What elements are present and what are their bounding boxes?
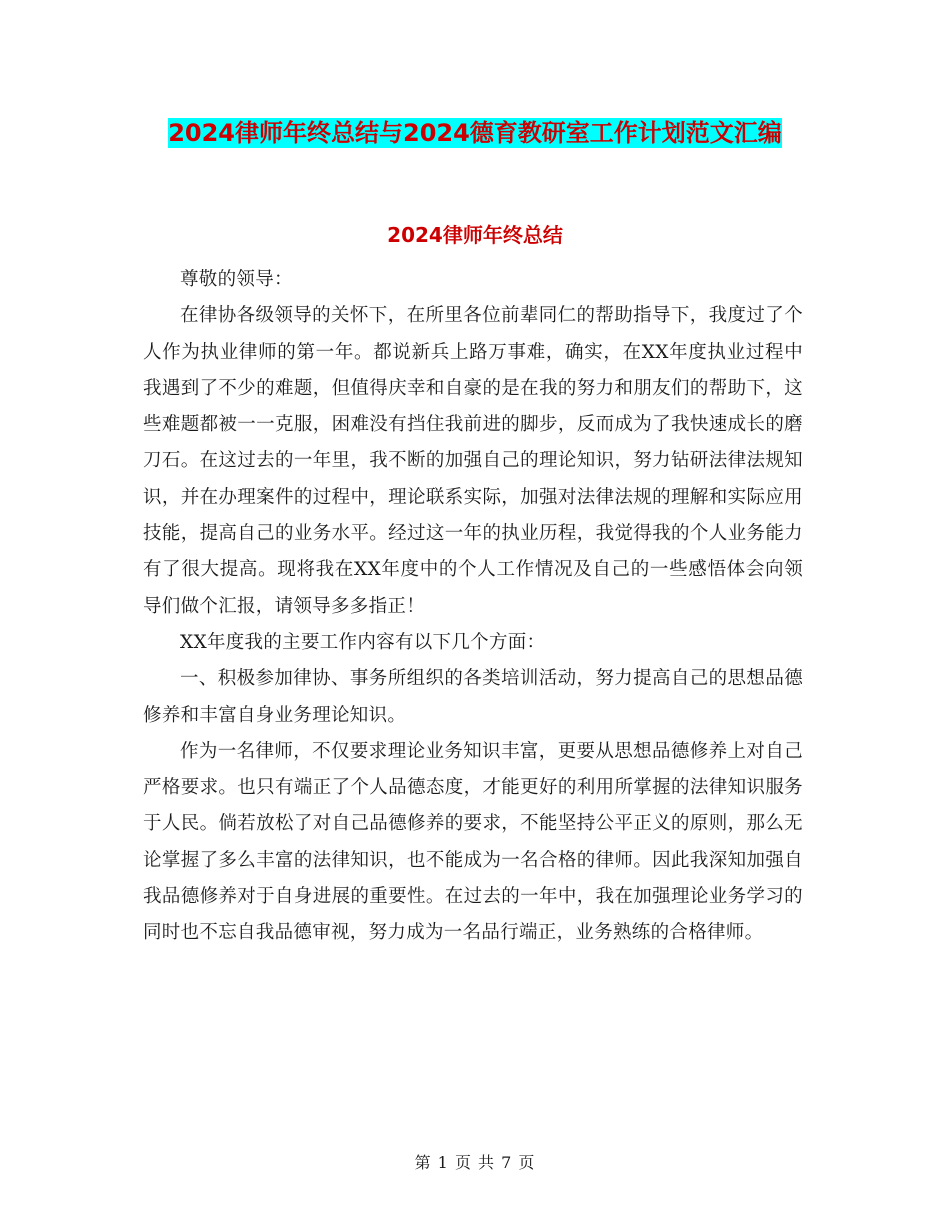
body-paragraph: 在律协各级领导的关怀下，在所里各位前辈同仁的帮助指导下，我度过了个人作为执业律师的第一年。都说新兵上路万事难，确实，在XX年度执业过程中我遇到了不少的难题，但值得庆幸和自豪的是在我的努力和朋友们的帮助下，这些难题都被一一克服，困难没有挡住我前进的脚步，反而成为了我快速成长的磨刀石。在这过去的一年里，我不断的加强自己的理论知识，努力钻研法律法规知识，并在办理案件的过程中，理论联系实际，加强对法律法规的理解和实际应用技能，提高自己的业务水平。经过这一年的执业历程，我觉得我的个人业务能力有了很大提高。现将我在XX年度中的个人工作情况及自己的一些感悟体会向领导们做个汇报，请领导多多指正！: [143, 305, 803, 617]
section-title: 2024律师年终总结: [387, 223, 563, 247]
document-body: [143, 262, 803, 952]
body-paragraph: XX年度我的主要工作内容有以下几个方面：: [180, 631, 546, 653]
salutation-paragraph: 尊敬的领导：: [180, 269, 293, 290]
page-footer: 第 1 页 共 7 页: [414, 1153, 536, 1172]
body-paragraph: 一、积极参加律协、事务所组织的各类培训活动，努力提高自己的思想品德修养和丰富自身业务理论知识。: [143, 668, 803, 726]
body-paragraph: 作为一名律师，不仅要求理论业务知识丰富，更要从思想品德修养上对自己严格要求。也只有端正了个人品德态度，才能更好的利用所掌握的法律知识服务于人民。倘若放松了对自己品德修养的要求，不能坚持公平正义的原则，那么无论掌握了多么丰富的法律知识，也不能成为一名合格的律师。因此我深知加强自我品德修养对于自身进展的重要性。在过去的一年中，我在加强理论业务学习的同时也不忘自我品德审视，努力成为一名品行端正，业务熟练的合格律师。: [143, 740, 803, 944]
document-title: [130, 113, 820, 154]
document-title-text: 2024律师年终总结与2024德育教研室工作计划范文汇编: [168, 119, 782, 147]
